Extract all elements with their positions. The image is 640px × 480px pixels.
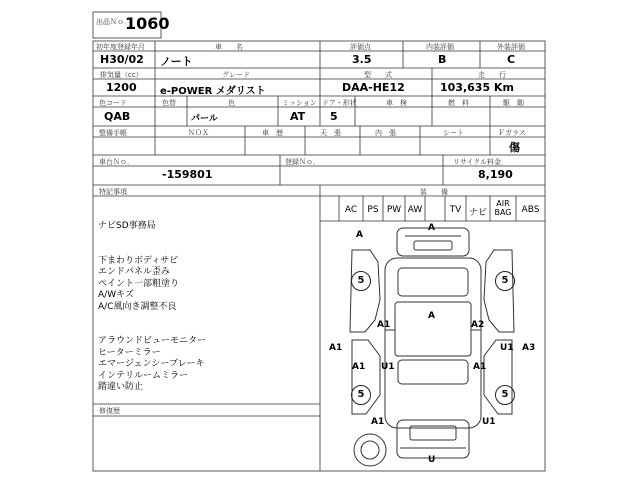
equipment-item: PW [386,205,402,215]
model-value: DAA-HE12 [342,81,405,94]
note-line: A/C風向き調整不良 [98,301,177,312]
first-reg-label: 初年度登録年月 [96,43,145,51]
roof-label: 天 張 [320,129,341,137]
lot-number: 1060 [125,14,170,33]
grade-value: e-POWER メダリスト [160,86,266,97]
damage-mark-roof: A [428,311,435,321]
ext-score-value: C [507,53,516,66]
damage-mark-left-front-tire: 5 [351,271,371,291]
damage-mark-rear-right: U1 [482,417,496,427]
note-line: ヒーターミラー [98,347,161,358]
equipment-item: TV [449,205,462,215]
note-line: 踏違い防止 [98,382,144,392]
equipment-item: ABS [521,205,540,215]
model-label: 型 式 [364,71,392,79]
door-shape-label: ドア・形状 [322,99,357,107]
lot-label: 出品Ｎｏ． [96,18,131,26]
damage-mark-right-rear-door: A1 [473,362,487,372]
color-value: パール [191,114,218,124]
note-line: ペイント一部粗塗り [98,278,180,289]
chassis-value: -159801 [162,168,213,181]
damage-mark-rear-left: A1 [371,417,385,427]
chassis-label: 車台Ｎｏ． [99,158,134,166]
drive-label: 駆 動 [503,99,524,107]
grade-label: グレード [222,71,250,79]
damage-mark-rear-bumper: U [428,455,436,465]
color-code-label: 色コード [99,99,127,107]
door-shape-value: 5 [330,110,338,123]
damage-mark-left-rear-tire: 5 [351,385,371,405]
damage-mark-left-rear-door: A1 [352,362,366,372]
repair-history-title: 修復歴 [99,407,120,415]
damage-mark-left-rear-inner: U1 [381,362,395,372]
note-line: インテリルームミラー [98,370,189,381]
interior-label: 内 張 [375,129,396,137]
note-line: 下まわりボディサビ [98,255,179,266]
car-diagram [350,228,514,466]
score-label: 評価点 [350,43,371,51]
int-score-value: B [438,53,447,66]
car-name-value: ノート [160,55,193,68]
notes-title: 特記事項 [99,188,127,196]
equipment-item: PS [367,205,379,215]
note-line: ナビSD事務局 [98,221,156,231]
equipment-title: 装 備 [420,188,448,196]
equipment-item: ナビ [468,208,487,218]
nox-label: ＮＯＸ [188,129,209,137]
displacement-label: 排気量（cc） [100,71,143,79]
glass-value: 傷 [509,141,520,154]
equipment-item: AW [407,205,423,215]
ext-score-label: 外装評価 [497,43,525,51]
history-label: 車 歴 [262,129,283,137]
reg-no-label: 登録Ｎｏ． [285,158,320,166]
note-line: エマージェンシーブレーキ [98,359,205,369]
manual-label: 整備手帳 [99,129,127,137]
transmission-label: ミッション [282,99,317,107]
note-line: エンドパネル歪み [98,267,170,277]
note-line: A/Wキズ [98,290,134,300]
equipment-item: AC [344,205,358,215]
damage-mark-front-center: A [428,223,435,233]
seat-label: シート [443,129,464,137]
first-reg-value: H30/02 [100,53,144,66]
score-value: 3.5 [352,53,372,66]
mileage-value: 103,635 Km [440,81,514,94]
damage-mark-right-side-far: A3 [522,343,536,353]
damage-mark-right-front-tire: 5 [495,271,515,291]
color-label: 色 [228,99,235,107]
damage-mark-left-side-far: A1 [329,343,343,353]
displacement-value: 1200 [106,81,137,94]
damage-mark-right-rear-tire: 5 [495,385,515,405]
int-score-label: 内装評価 [426,43,454,51]
damage-mark-right-a-pillar: A2 [471,320,485,330]
damage-mark-left-a-pillar: A1 [377,320,391,330]
glass-label: Ｆガラス [498,129,526,137]
transmission-value: AT [290,110,306,123]
damage-mark-right-side: U1 [500,343,514,353]
car-name-label: 車 名 [215,43,243,51]
note-line: アラウンドビューモニター [98,336,207,346]
recycle-label: リサイクル料金 [453,158,502,166]
mileage-label: 走 行 [478,71,506,79]
color-change-label: 色替 [162,99,176,107]
color-code-value: QAB [104,110,131,123]
fuel-label: 燃 料 [448,99,469,107]
inspection-label: 車 検 [386,99,407,107]
damage-mark-front-left: A [356,230,363,240]
recycle-value: 8,190 [478,168,513,181]
equipment-item: AIR BAG [494,199,512,217]
